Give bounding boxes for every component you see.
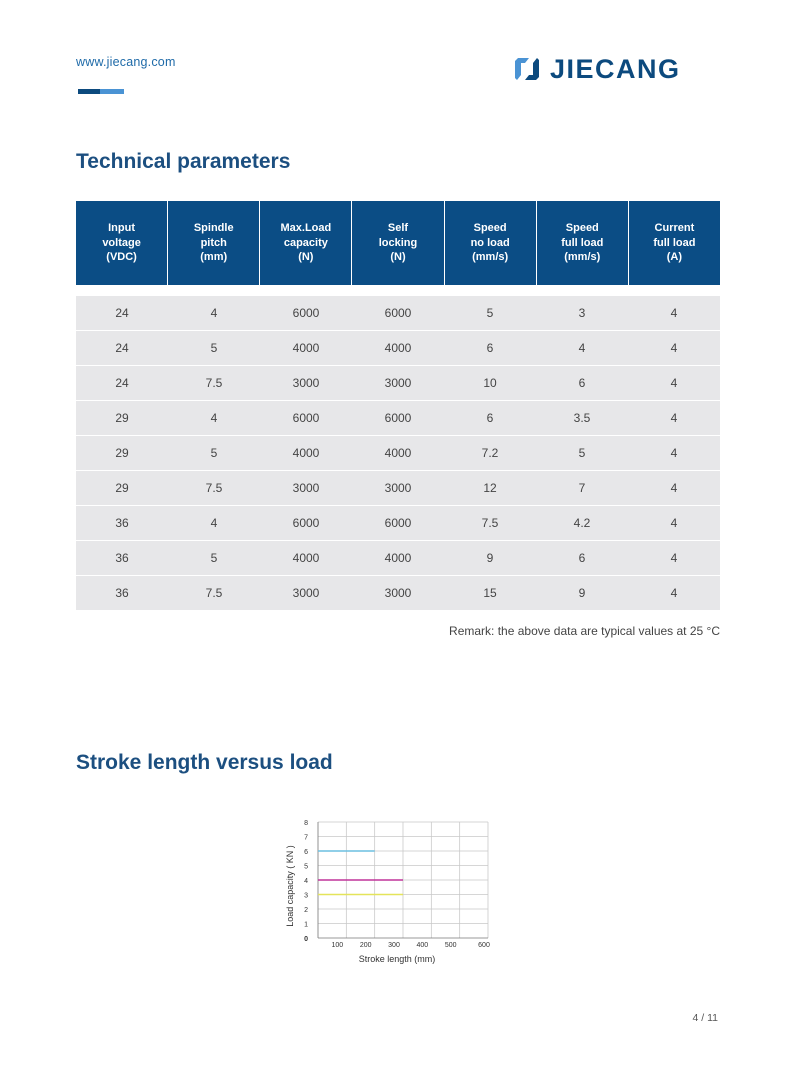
table-cell: 6	[486, 341, 494, 355]
x-tick-label: 200	[359, 942, 372, 949]
column-header	[444, 201, 536, 285]
y-tick-label: 3	[304, 892, 308, 900]
column-header	[167, 201, 259, 285]
column-header-line: pitch	[200, 236, 227, 249]
table-cell: 24	[115, 306, 129, 320]
table-cell: 6	[578, 551, 586, 565]
column-header-line: Speed	[565, 222, 599, 235]
table-cell: 7.5	[205, 481, 223, 495]
brand-logo	[512, 54, 681, 84]
table-row	[76, 436, 720, 470]
table-cell: 7.5	[205, 376, 223, 390]
table-cell: 3.5	[573, 411, 591, 425]
table-cell: 4	[670, 446, 678, 460]
table-cell: 12	[483, 481, 497, 495]
column-header-line: locking	[378, 236, 418, 249]
column-header-line: Spindle	[193, 222, 234, 235]
section-title-stroke-length: Stroke length versus load	[76, 751, 333, 774]
x-tick-label: 100	[331, 942, 344, 949]
column-header-line: capacity	[283, 236, 328, 249]
column-header-line: voltage	[102, 236, 141, 249]
table-cell: 7.5	[481, 516, 499, 530]
table-cell: 5	[210, 446, 218, 460]
y-tick-label: 7	[304, 834, 308, 842]
column-header-line: (mm/s)	[564, 251, 601, 264]
accent-bar	[78, 89, 124, 94]
table-cell: 4	[670, 586, 678, 600]
stroke-load-chart	[270, 810, 510, 970]
table-cell: 36	[115, 516, 129, 530]
column-header-line: (N)	[298, 251, 314, 264]
website-url[interactable]: www.jiecang.com	[76, 55, 176, 69]
table-cell: 3000	[384, 376, 412, 390]
table-remark: Remark: the above data are typical values at 25 °C	[449, 624, 720, 638]
table-cell: 5	[486, 306, 494, 320]
table-cell: 4	[670, 306, 678, 320]
table-body	[76, 296, 720, 611]
table-header	[76, 201, 720, 285]
table-cell: 5	[210, 341, 218, 355]
column-header	[628, 201, 720, 285]
y-tick-label: 8	[304, 820, 308, 827]
table-cell: 3000	[292, 376, 320, 390]
column-header	[76, 201, 167, 285]
table-cell: 10	[483, 376, 497, 390]
x-tick-label: 400	[416, 942, 429, 949]
table-row	[76, 401, 720, 435]
table-cell: 24	[115, 341, 129, 355]
y-tick-label: 1	[304, 921, 308, 929]
table-row	[76, 366, 720, 400]
table-cell: 3	[578, 306, 586, 320]
page-number: 4 / 11	[692, 1012, 718, 1024]
y-tick-label: 4	[304, 878, 308, 885]
column-header-line: (A)	[666, 251, 683, 264]
column-header-line: Max.Load	[280, 222, 332, 235]
table-cell: 7.2	[481, 446, 499, 460]
table-cell: 4	[210, 306, 218, 320]
column-header	[259, 201, 351, 285]
table-cell: 6	[486, 411, 494, 425]
table-row	[76, 506, 720, 540]
table-cell: 6000	[384, 516, 412, 530]
table-cell: 6000	[292, 516, 320, 530]
y-tick-label: 2	[304, 907, 308, 914]
table-cell: 36	[115, 551, 129, 565]
table-cell: 29	[115, 411, 129, 425]
x-tick-label: 500	[444, 942, 457, 949]
table-cell: 4	[670, 481, 678, 495]
table-cell: 6000	[292, 411, 320, 425]
table-cell: 4	[670, 411, 678, 425]
stroke-load-chart-svg	[270, 810, 510, 970]
table-cell: 3000	[292, 586, 320, 600]
table-cell: 4	[670, 341, 678, 355]
table-cell: 6000	[384, 411, 412, 425]
column-header-line: (mm)	[200, 251, 228, 264]
y-tick-label: 5	[304, 863, 308, 871]
table-cell: 4000	[384, 446, 412, 460]
column-header-line: Input	[108, 222, 136, 235]
table-cell: 4	[670, 551, 678, 565]
table-cell: 4	[670, 376, 678, 390]
table-row	[76, 541, 720, 575]
table-cell: 5	[210, 551, 218, 565]
table-cell: 7	[578, 481, 586, 495]
table-cell: 6	[578, 376, 586, 390]
y-tick-label: 0	[304, 936, 308, 943]
column-header-line: Current	[654, 222, 695, 235]
column-header-line: full load	[561, 236, 604, 249]
x-axis-label: Stroke length (mm)	[358, 954, 436, 964]
x-tick-label: 300	[388, 942, 400, 949]
column-header	[536, 201, 628, 285]
table-row	[76, 471, 720, 505]
table-row	[76, 296, 720, 330]
y-axis-label: Load capacity ( KN )	[285, 845, 295, 927]
table-cell: 29	[115, 446, 129, 460]
table-cell: 9	[486, 551, 494, 565]
y-tick-label: 6	[304, 849, 308, 856]
table-cell: 4.2	[573, 516, 591, 530]
table-row	[76, 331, 720, 365]
column-header-line: (VDC)	[106, 251, 137, 264]
table-cell: 5	[578, 446, 586, 460]
table-cell: 4000	[292, 551, 320, 565]
table-cell: 6000	[384, 306, 412, 320]
column-header-line: Self	[387, 222, 409, 235]
table-cell: 4	[670, 516, 678, 530]
table-cell: 4	[210, 516, 218, 530]
table-cell: 3000	[384, 481, 412, 495]
table-cell: 7.5	[205, 586, 223, 600]
section-title-technical-parameters: Technical parameters	[76, 150, 291, 173]
table-cell: 24	[115, 376, 129, 390]
table-cell: 4000	[292, 341, 320, 355]
jiecang-logo-icon	[512, 54, 542, 84]
accent-bar-dark	[78, 89, 100, 94]
column-header	[351, 201, 443, 285]
x-tick-label: 600	[478, 942, 490, 949]
logo-text: JIECANG	[550, 54, 681, 84]
table-cell: 4000	[384, 551, 412, 565]
table-cell: 4	[578, 341, 586, 355]
table-cell: 4	[210, 411, 218, 425]
column-header-line: no load	[470, 236, 510, 249]
column-header-line: (N)	[390, 251, 406, 264]
table-cell: 3000	[384, 586, 412, 600]
table-cell: 29	[115, 481, 129, 495]
column-header-line: (mm/s)	[472, 251, 509, 264]
table-cell: 4000	[292, 446, 320, 460]
table-cell: 36	[115, 586, 129, 600]
table-row	[76, 576, 720, 610]
column-header-line: full load	[653, 236, 696, 249]
table-cell: 6000	[292, 306, 320, 320]
table-cell: 4000	[384, 341, 412, 355]
column-header-line: Speed	[473, 222, 507, 235]
table-cell: 15	[483, 586, 497, 600]
accent-bar-light	[100, 89, 124, 94]
table-cell: 3000	[292, 481, 320, 495]
table-cell: 9	[578, 586, 586, 600]
